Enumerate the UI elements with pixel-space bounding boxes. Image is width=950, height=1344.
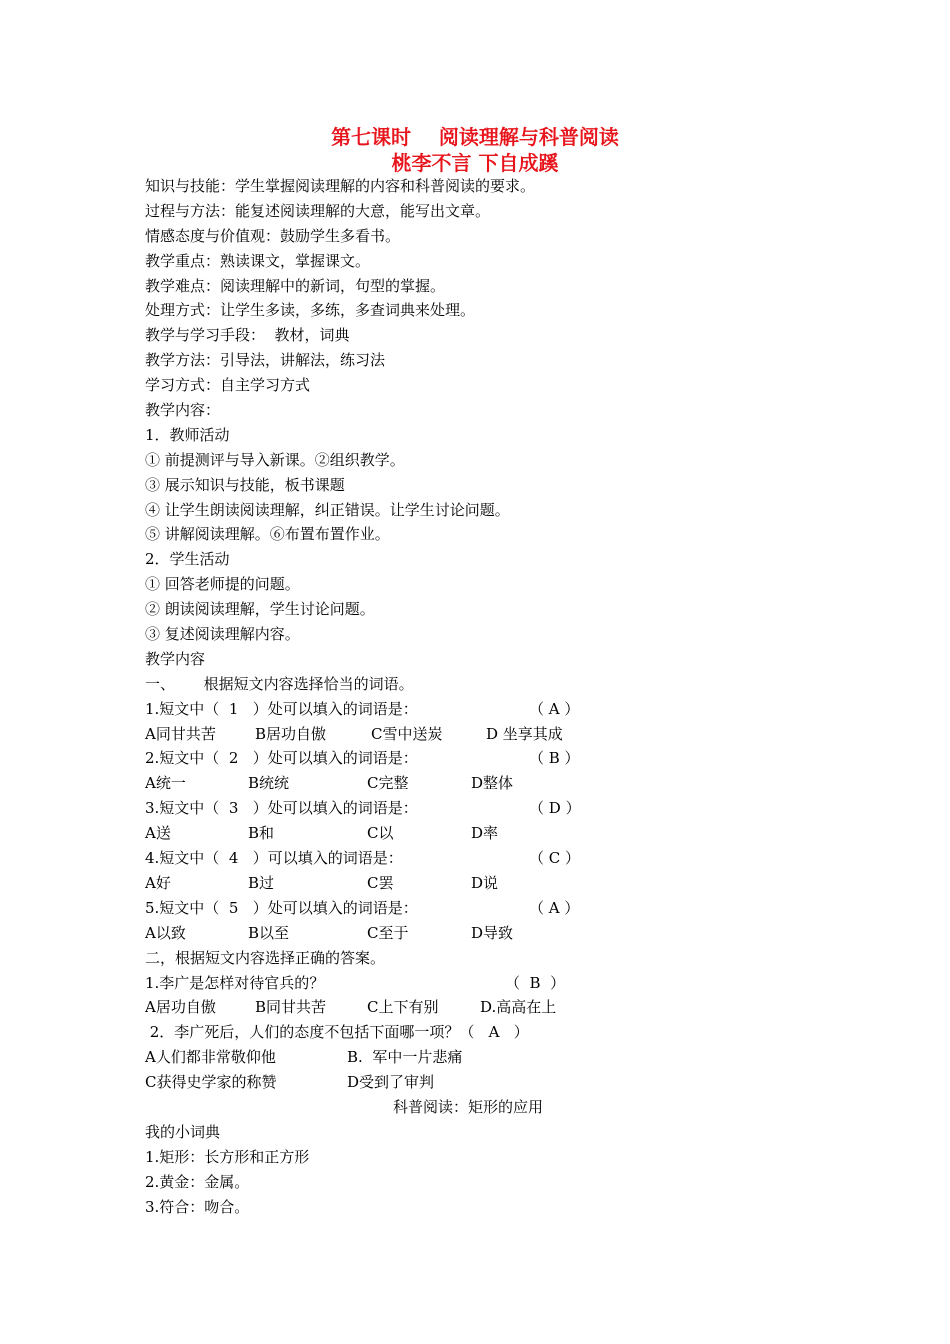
- text-line: 教学内容：: [145, 401, 221, 420]
- option: A居功自傲: [145, 998, 216, 1017]
- options-row: [145, 1070, 805, 1095]
- question-row: [145, 746, 805, 771]
- text-line: 教学方法：引导法，讲解法，练习法: [145, 351, 386, 370]
- text-line: 学习方式：自主学习方式: [145, 376, 311, 395]
- option: B统统: [248, 774, 290, 793]
- option: B. 军中一片悲痛: [347, 1048, 463, 1067]
- option: B居功自傲: [255, 724, 327, 743]
- section-heading: 一、 根据短文内容选择恰当的词语。: [145, 674, 414, 693]
- text-line: ① 前提测评与导入新课。②组织教学。: [145, 450, 405, 469]
- option: C罢: [367, 873, 394, 892]
- options-row: [145, 722, 805, 747]
- dictionary-entry: 1.矩形：长方形和正方形: [145, 1147, 310, 1166]
- question-text: 4.短文中（ 4 ）可以填入的词语是：: [145, 849, 403, 868]
- answer-text: （ C ）: [529, 849, 581, 868]
- text-line: 1．教师活动: [145, 425, 230, 444]
- dictionary-title: 我的小词典: [145, 1122, 221, 1141]
- options-row: [145, 871, 805, 896]
- text-line: ④ 让学生朗读阅读理解，纠正错误。让学生讨论问题。: [145, 500, 510, 519]
- question-text: 5.短文中（ 5 ）处可以填入的词语是：: [145, 898, 418, 917]
- option: C完整: [367, 774, 409, 793]
- text-line: 教学内容: [145, 649, 206, 668]
- answer-text: （ A ）: [529, 699, 580, 718]
- option: D整体: [471, 774, 514, 793]
- option: C至于: [367, 923, 409, 942]
- text-line: ⑤ 讲解阅读理解。⑥布置布置作业。: [145, 525, 390, 544]
- option: D说: [471, 873, 499, 892]
- option: D受到了审判: [347, 1073, 435, 1092]
- question-text: 3.短文中（ 3 ）处可以填入的词语是：: [145, 799, 418, 818]
- option: B过: [248, 873, 275, 892]
- dictionary-entry: 2.黄金：金属。: [145, 1172, 250, 1191]
- text-line: 知识与技能：学生掌握阅读理解的内容和科普阅读的要求。: [145, 177, 536, 195]
- text-line: ③ 展示知识与技能，板书课题: [145, 475, 345, 494]
- answer-text: （ B ）: [505, 973, 566, 992]
- dictionary-entry: 3.符合：吻合。: [145, 1197, 250, 1216]
- options-row: [145, 1045, 805, 1070]
- options-row: [145, 821, 805, 846]
- text-line: ① 回答老师提的问题。: [145, 575, 300, 594]
- science-heading: 科普阅读：矩形的应用: [393, 1097, 544, 1116]
- option: B以至: [248, 923, 290, 942]
- option: A统一: [145, 774, 186, 793]
- text-line: 过程与方法：能复述阅读理解的大意，能写出文章。: [145, 201, 491, 220]
- options-row: [145, 995, 805, 1020]
- text-line: 2．学生活动: [145, 550, 230, 569]
- question-text: 1.短文中（ 1 ）处可以填入的词语是：: [145, 699, 418, 718]
- question-text: 2．李广死后，人们的态度不包括下面哪一项？（ A ）: [145, 1023, 529, 1042]
- option: D导致: [471, 923, 514, 942]
- document-body: [145, 174, 805, 1219]
- text-line: 教学难点：阅读理解中的新词，句型的掌握。: [145, 276, 446, 295]
- option: A人们都非常敬仰他: [145, 1048, 276, 1067]
- question-row: [145, 896, 805, 921]
- option: D 坐享其成: [486, 724, 563, 743]
- text-line: 教学与学习手段： 教材，词典: [145, 326, 350, 345]
- text-line: 情感态度与价值观：鼓励学生多看书。: [145, 226, 401, 245]
- question-row: [145, 971, 805, 996]
- option: D.高高在上: [480, 998, 557, 1017]
- question-text: 1.李广是怎样对待官兵的？: [145, 973, 325, 992]
- option: A送: [145, 824, 171, 843]
- answer-text: （ D ）: [529, 799, 581, 818]
- option: D率: [471, 824, 499, 843]
- question-row: [145, 846, 805, 871]
- options-row: [145, 771, 805, 796]
- option: A同甘共苦: [145, 724, 216, 743]
- text-line: ② 朗读阅读理解，学生讨论问题。: [145, 600, 375, 619]
- text-line: ③ 复述阅读理解内容。: [145, 625, 300, 644]
- options-row: [145, 921, 805, 946]
- question-text: 2.短文中（ 2 ）处可以填入的词语是：: [145, 749, 418, 768]
- answer-text: （ A ）: [529, 898, 580, 917]
- option: C上下有别: [367, 998, 439, 1017]
- text-line: 教学重点：熟读课文，掌握课文。: [145, 251, 371, 270]
- page-subtitle: 桃李不言 下自成蹊: [391, 151, 559, 175]
- question-row: [145, 697, 805, 722]
- option: C以: [367, 824, 394, 843]
- option: B和: [248, 824, 275, 843]
- option: A以致: [145, 923, 186, 942]
- option: C获得史学家的称赞: [145, 1073, 277, 1092]
- section-heading: 二，根据短文内容选择正确的答案。: [145, 948, 386, 967]
- option: B同甘共苦: [255, 998, 327, 1017]
- question-row: [145, 796, 805, 821]
- answer-text: （ B ）: [529, 749, 580, 768]
- text-line: 处理方式：让学生多读，多练，多查词典来处理。: [145, 301, 476, 320]
- page-title: 第七课时 阅读理解与科普阅读: [331, 125, 619, 149]
- option: C雪中送炭: [371, 724, 443, 743]
- option: A好: [145, 873, 171, 892]
